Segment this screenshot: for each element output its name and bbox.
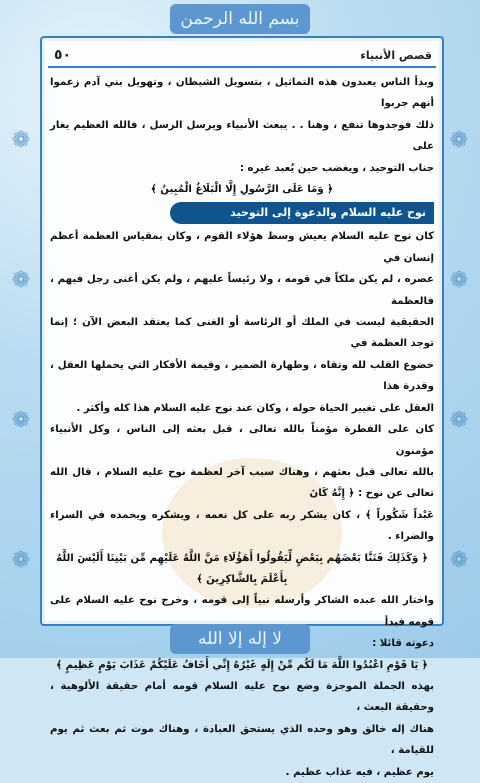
right-ornament <box>442 70 476 630</box>
text-line: عصره ، لم يكن ملكاً في قومه ، ولا رئيساً عليهم ، ولم يكن أغنى رجل فيهم ، فالعظمة <box>50 274 434 307</box>
calligraphy-medallion-icon: ❁ <box>449 407 469 433</box>
text-line: بالله تعالى قبل بعثهم ، وهناك سبب آخر لعظمة نوح عليه السلام ، قال الله تعالى عن نوح : ﴿ إِنَّهُ كَانَ <box>50 466 434 500</box>
calligraphy-medallion-icon: ❁ <box>449 267 469 293</box>
calligraphy-medallion-icon: ❁ <box>449 127 469 153</box>
text-line: العقل على تغيير الحياة حوله ، وكان عند نوح عليه السلام هذا كله وأكثر . <box>76 402 434 414</box>
calligraphy-medallion-icon: ❁ <box>11 407 31 433</box>
text-line: خضوع القلب لله وتقاه ، وطهارة الضمير ، وقيمة الأفكار التي يحملها العقل ، وقدرة هذا <box>50 359 434 393</box>
calligraphy-medallion-icon: ❁ <box>11 267 31 293</box>
text-line: كان نوح عليه السلام يعيش وسط هؤلاء القوم ، وكان بمقياس العظمة أعظم إنسان في <box>50 231 434 264</box>
text-line: كان على الفطرة مؤمناً بالله تعالى ، قبل بعثه إلى الناس ، وكل الأنبياء مؤمنون <box>50 424 434 457</box>
quran-verse: ﴿ يَا قَوْمِ اعْبُدُوا اللَّهَ مَا لَكُم مِّنْ إِلَهٍ غَيْرُهُ إِنِّي أَخَافُ عَلَيْكُمْ عَذَابَ يَوْمٍ عَظِيمٍ ﴾ <box>56 659 428 671</box>
text-line: عَبْداً شَكُوراً ﴾ ، كان يشكر ربه على كل نعمه ، ويشكره ويحمده في السراء والضراء . <box>50 509 434 543</box>
basmala-calligraphy: بسم الله الرحمن <box>170 4 310 34</box>
calligraphy-medallion-icon: ❁ <box>449 547 469 573</box>
book-title: قصص الأنبياء <box>360 48 432 62</box>
text-line: وبدأ الناس يعبدون هذه التماثيل ، بتسويل الشيطان ، وتهويل بني آدم زعموا أنهم جربوا <box>50 77 434 110</box>
shahada-calligraphy: لا إله إلا الله <box>170 624 310 654</box>
page-number: ٥٠ <box>54 47 72 63</box>
text-line: هناك إله خالق وهو وحده الذي يستحق العبادة ، وهناك موت ثم بعث ثم يوم للقيامة ، <box>50 723 434 757</box>
quran-verse: ﴿ وَمَا عَلَى الرَّسُولِ إِلَّا الْبَلَاغُ الْمُبِينُ ﴾ <box>150 184 334 196</box>
left-ornament <box>4 70 38 630</box>
text-line: ذلك فوجدوها تنفع ، وهنا . . يبعث الأنبياء ويرسل الرسل ، فالله العظيم يغار على <box>50 119 434 153</box>
calligraphy-medallion-icon: ❁ <box>11 547 31 573</box>
page-header <box>48 44 436 68</box>
calligraphy-medallion-icon: ❁ <box>11 127 31 153</box>
text-line: بهذه الجملة الموجزة وضع نوح عليه السلام قومه أمام حقيقة الألوهية ، وحقيقة البعث ، <box>50 680 434 714</box>
text-line: يوم عظيم ، فيه عذاب عظيم . <box>285 766 434 778</box>
text-line: واختار الله عبده الشاكر وأرسله نبياً إلى قومه ، وخرج نوح عليه السلام على قومه فبدأ <box>50 595 434 628</box>
text-line: جناب التوحيد ، ويغضب حين يُعبد غيره : <box>239 162 434 174</box>
text-line: الحقيقية ليست في الملك أو الرئاسة أو الغنى كما يعتقد البعض الآن ؛ إنما توجد العظمة في <box>50 317 434 350</box>
text-line: دعوته قائلا : <box>372 638 434 650</box>
section-title: نوح عليه السلام والدعوة إلى التوحيد <box>170 202 434 224</box>
quran-verse: ﴿ وَكَذَلِكَ فَتَنَّا بَعْضَهُم بِبَعْضٍ لِّيَقُولُوا أَهَؤُلَاءِ مَنَّ اللَّهُ عَلَيْهِم مِّن بَيْنِنَا أَلَيْسَ اللَّهُ بِأَعْلَمَ بِالشَّاكِرِينَ ﴾ <box>56 552 428 585</box>
